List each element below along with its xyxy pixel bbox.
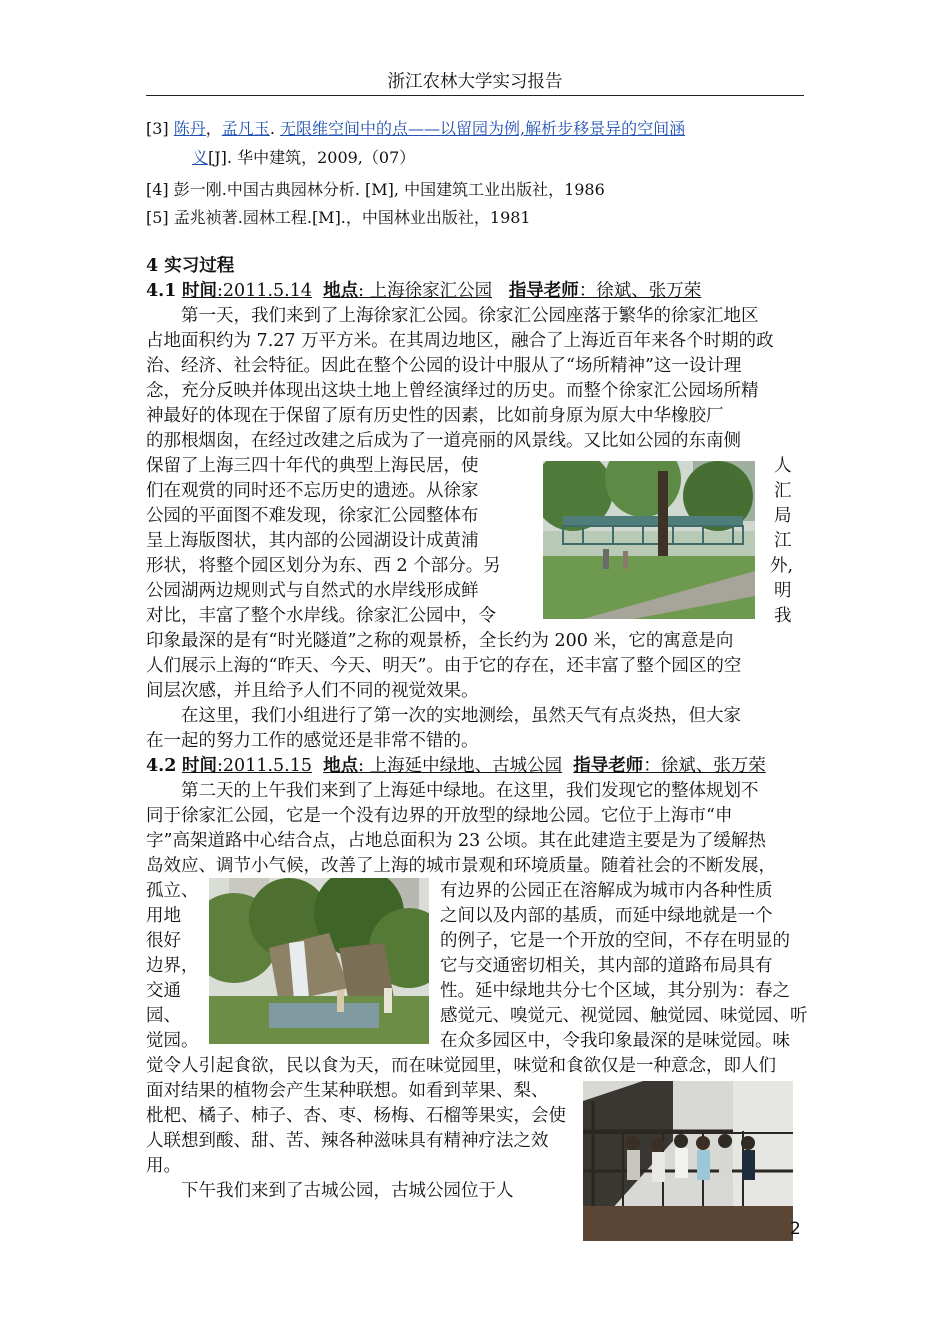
yanzhong-green-waterfall-photo xyxy=(209,878,429,1044)
body-line-tail: 局 xyxy=(774,506,792,526)
body-line-tail: 我 xyxy=(774,606,792,626)
reference-3 xyxy=(146,118,685,140)
body-line: 觉园。 xyxy=(146,1031,199,1051)
body-line: 第一天，我们来到了上海徐家汇公园。徐家汇公园座落于繁华的徐家汇地区 xyxy=(181,306,759,326)
ref-number: [5] xyxy=(146,208,169,227)
time-label: 时间 xyxy=(182,756,218,776)
ref-separator: ， xyxy=(205,119,222,138)
body-line: 神最好的体现在于保留了原有历史性的因素，比如前身原为原大中华橡胶厂 xyxy=(146,406,724,426)
body-line: 占地面积约为 7.27 万平方米。在其周边地区，融合了上海近百年来各个时期的政 xyxy=(146,331,774,351)
body-line-right: 感觉元、嗅觉元、视觉园、触觉园、味觉园、听 xyxy=(440,1006,808,1026)
ref-separator: . xyxy=(269,119,275,138)
time-label: 时间 xyxy=(182,281,218,301)
body-line: 字”高架道路中心结合点，占地总面积为 23 公顷。其在此建造主要是为了缓解热 xyxy=(146,831,766,851)
page-number: 2 xyxy=(790,1219,801,1239)
body-line: 枇杷、橘子、柿子、杏、枣、杨梅、石榴等果实，会使 xyxy=(146,1106,566,1126)
teacher-label: 指导老师 xyxy=(508,281,579,301)
body-line-tail: 明 xyxy=(774,581,792,601)
page-header-title: 浙江农林大学实习报告 xyxy=(387,72,563,92)
body-line: 同于徐家汇公园，它是一个没有边界的开放型的绿地公园。它位于上海市“申 xyxy=(146,806,733,826)
body-line-right: 在众多园区中，令我印象最深的是味觉园。味 xyxy=(440,1031,790,1051)
body-line: 们在观赏的同时还不忘历史的遗迹。从徐家 xyxy=(146,481,479,501)
body-line-tail: 外, xyxy=(770,556,794,576)
ref-number: [3] xyxy=(146,119,169,138)
body-line: 很好 xyxy=(146,931,181,951)
time-value: :2011.5.15 xyxy=(217,756,312,776)
body-line: 呈上海版图状，其内部的公园湖设计成黄浦 xyxy=(146,531,479,551)
body-line: 用地 xyxy=(146,906,181,926)
reference-4 xyxy=(146,179,605,201)
body-line: 人们展示上海的“昨天、今天、明天”。由于它的存在，还丰富了整个园区的空 xyxy=(146,656,742,676)
body-line: 下午我们来到了古城公园，古城公园位于人 xyxy=(181,1181,514,1201)
body-line: 对比，丰富了整个水岸线。徐家汇公园中，令 xyxy=(146,606,496,626)
body-line: 间层次感，并且给予人们不同的视觉效果。 xyxy=(146,681,479,701)
ref-text: 孟兆祯著.园林工程.[M].，中国林业出版社，1981 xyxy=(173,208,531,227)
body-line-tail: 汇 xyxy=(774,481,792,501)
body-line: 在这里，我们小组进行了第一次的实地测绘，虽然天气有点炎热，但大家 xyxy=(181,706,741,726)
reference-5 xyxy=(146,207,531,229)
teacher-value: ：徐斌、张万荣 xyxy=(578,281,702,301)
body-line: 公园的平面图不难发现，徐家汇公园整体布 xyxy=(146,506,479,526)
teacher-label: 指导老师 xyxy=(573,756,644,776)
body-line: 的那根烟囱，在经过改建之后成为了一道亮丽的风景线。又比如公园的东南侧 xyxy=(146,431,741,451)
section-heading: 4 实习过程 xyxy=(146,256,235,276)
body-line-tail: 人 xyxy=(774,456,792,476)
body-line: 边界， xyxy=(146,956,199,976)
ref-number: [4] xyxy=(146,180,169,199)
body-line: 念，充分反映并体现出这块土地上曾经演绎过的历史。而整个徐家汇公园场所精 xyxy=(146,381,759,401)
body-line-right: 的例子，它是一个开放的空间，不存在明显的 xyxy=(440,931,790,951)
xujiahui-park-bridge-photo xyxy=(543,461,755,619)
body-line-right: 性。延中绿地共分七个区域，其分别为：春之 xyxy=(440,981,790,1001)
subsection-number: 4.2 xyxy=(146,756,177,776)
place-label: 地点 xyxy=(323,281,359,301)
ref-title-link[interactable]: 义 xyxy=(192,148,209,167)
body-line: 园、 xyxy=(146,1006,181,1026)
time-value: :2011.5.14 xyxy=(217,281,312,301)
ref-author-link[interactable]: 陈丹 xyxy=(173,119,206,138)
body-line: 面对结果的植物会产生某种联想。如看到苹果、梨、 xyxy=(146,1081,549,1101)
body-line: 交通 xyxy=(146,981,181,1001)
ref-title-link[interactable]: 无限维空间中的点——以留园为例,解析步移景异的空间涵 xyxy=(280,119,686,138)
body-line-tail: 江 xyxy=(774,531,792,551)
body-line: 孤立、 xyxy=(146,881,199,901)
body-line: 在一起的努力工作的感觉还是非常不错的。 xyxy=(146,731,479,751)
place-label: 地点 xyxy=(323,756,359,776)
body-line: 形状，将整个园区划分为东、西 2 个部分。另 xyxy=(146,556,501,576)
ref-author-link[interactable]: 孟凡玉 xyxy=(221,119,270,138)
body-line: 治、经济、社会特征。因此在整个公园的设计中服从了“场所精神”这一设计理 xyxy=(146,356,742,376)
body-line-right: 有边界的公园正在溶解成为城市内各种性质 xyxy=(440,881,773,901)
subsection-4-2-heading xyxy=(146,754,766,778)
header-divider xyxy=(146,95,804,96)
subsection-number: 4.1 xyxy=(146,281,177,301)
body-line: 觉令人引起食欲，民以食为天，而在味觉园里，味觉和食欲仅是一种意念，即人们 xyxy=(146,1056,776,1076)
body-line: 印象最深的是有“时光隧道”之称的观景桥，全长约为 200 米，它的寓意是向 xyxy=(146,631,734,651)
place-value: : 上海延中绿地、古城公园 xyxy=(358,756,563,776)
place-value: : 上海徐家汇公园 xyxy=(358,281,493,301)
group-photo-stairs xyxy=(583,1081,793,1241)
body-line: 岛效应、调节小气候，改善了上海的城市景观和环境质量。随着社会的不断发展， xyxy=(146,856,776,876)
reference-3-continued xyxy=(192,147,415,169)
body-line: 人联想到酸、甜、苦、辣各种滋味具有精神疗法之效 xyxy=(146,1131,549,1151)
body-line: 公园湖两边规则式与自然式的水岸线形成鲜 xyxy=(146,581,479,601)
teacher-value: ：徐斌、张万荣 xyxy=(643,756,766,776)
ref-text: 彭一刚.中国古典园林分析. [M], 中国建筑工业出版社，1986 xyxy=(173,180,605,199)
body-line-right: 它与交通密切相关，其内部的道路布局具有 xyxy=(440,956,773,976)
body-line: 第二天的上午我们来到了上海延中绿地。在这里，我们发现它的整体规划不 xyxy=(181,781,759,801)
body-line: 用。 xyxy=(146,1156,181,1176)
body-line: 保留了上海三四十年代的典型上海民居，使 xyxy=(146,456,479,476)
ref-source: [J]. 华中建筑，2009,（07） xyxy=(208,148,416,167)
subsection-4-1-heading xyxy=(146,279,701,303)
body-line-right: 之间以及内部的基质，而延中绿地就是一个 xyxy=(440,906,773,926)
